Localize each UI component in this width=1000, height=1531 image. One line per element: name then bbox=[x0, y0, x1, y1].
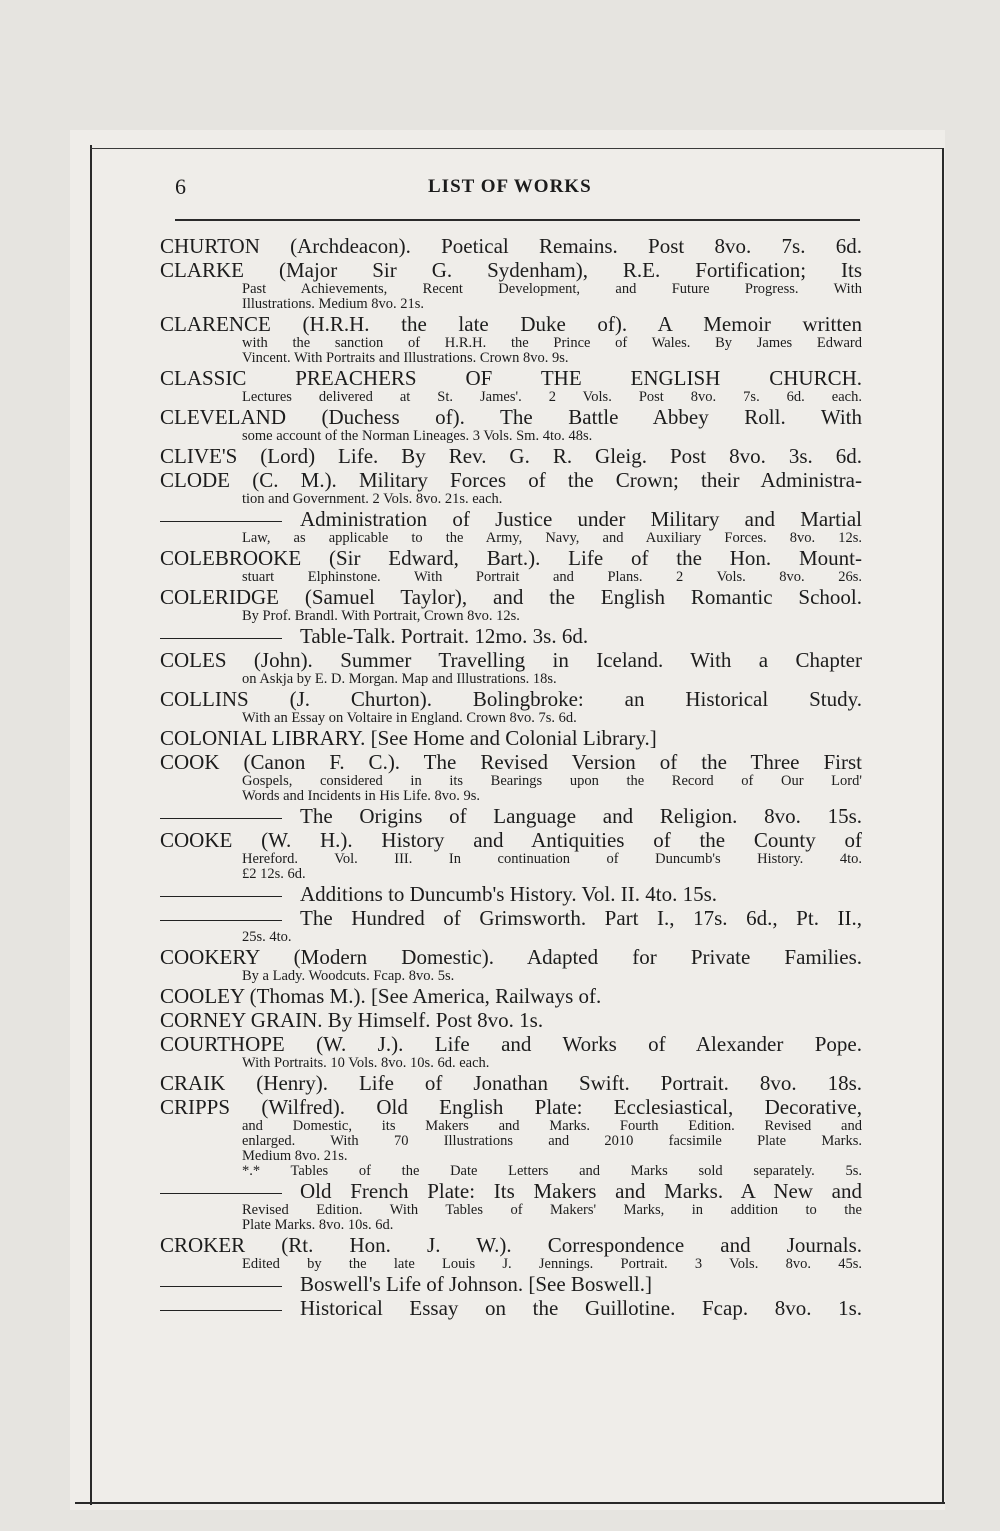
entry-heading: CLASSIC PREACHERS OF THE ENGLISH CHURCH. bbox=[160, 366, 862, 390]
page-header bbox=[175, 174, 860, 210]
ditto-dash bbox=[160, 1286, 282, 1287]
list-item bbox=[160, 507, 862, 546]
entry-heading: CRIPPS (Wilfred). Old English Plate: Ecclesiastical, Decorative, bbox=[160, 1095, 862, 1119]
list-item bbox=[160, 1032, 862, 1071]
entry-heading: CLEVELAND (Duchess of). The Battle Abbey Roll. With bbox=[160, 405, 862, 429]
entry-heading: CHURTON (Archdeacon). Poetical Remains. Post 8vo. 7s. 6d. bbox=[160, 234, 862, 258]
list-item bbox=[160, 444, 862, 468]
entry-heading: CRAIK (Henry). Life of Jonathan Swift. Portrait. 8vo. 18s. bbox=[160, 1071, 862, 1095]
list-item bbox=[160, 546, 862, 585]
entry-heading: COLLINS (J. Churton). Bolingbroke: an Historical Study. bbox=[160, 687, 862, 711]
list-item bbox=[160, 1296, 862, 1320]
list-item bbox=[160, 1179, 862, 1233]
entry-heading-text: The Hundred of Grimsworth. Part I., 17s. 6d., Pt. II., bbox=[300, 906, 862, 930]
entry-heading bbox=[160, 1296, 862, 1320]
entry-heading: CORNEY GRAIN. By Himself. Post 8vo. 1s. bbox=[160, 1008, 544, 1032]
entry-detail: Past Achievements, Recent Development, and Future Progress. With bbox=[242, 281, 862, 297]
entry-heading: CLARKE (Major Sir G. Sydenham), R.E. Fortification; Its bbox=[160, 258, 862, 282]
list-item bbox=[160, 648, 862, 687]
entry-heading-text: The Origins of Language and Religion. 8vo. 15s. bbox=[300, 804, 862, 828]
entry-detail: Illustrations. Medium 8vo. 21s. bbox=[242, 296, 425, 312]
entry-detail: tion and Government. 2 Vols. 8vo. 21s. each. bbox=[242, 491, 503, 507]
list-item bbox=[160, 312, 862, 366]
entry-detail: Plate Marks. 8vo. 10s. 6d. bbox=[242, 1217, 394, 1233]
frame-top-rule bbox=[90, 148, 942, 149]
ditto-dash bbox=[160, 896, 282, 897]
entry-heading: CLARENCE (H.R.H. the late Duke of). A Memoir written bbox=[160, 312, 862, 336]
list-item bbox=[160, 945, 862, 984]
entry-heading: COLES (John). Summer Travelling in Iceland. With a Chapter bbox=[160, 648, 862, 672]
ditto-dash bbox=[160, 1193, 282, 1194]
entry-detail: By Prof. Brandl. With Portrait, Crown 8vo. 12s. bbox=[242, 608, 520, 624]
list-item bbox=[160, 882, 862, 906]
list-item bbox=[160, 366, 862, 405]
entry-heading: COOKE (W. H.). History and Antiquities of the County of bbox=[160, 828, 862, 852]
list-item bbox=[160, 585, 862, 624]
list-item bbox=[160, 984, 862, 1008]
entry-detail: Lectures delivered at St. James'. 2 Vols. Post 8vo. 7s. 6d. each. bbox=[242, 389, 862, 405]
entry-detail: and Domestic, its Makers and Marks. Fourth Edition. Revised and bbox=[242, 1118, 862, 1134]
entry-heading: CLIVE'S (Lord) Life. By Rev. G. R. Gleig. Post 8vo. 3s. 6d. bbox=[160, 444, 862, 468]
entry-detail: *.* Tables of the Date Letters and Marks sold separately. 5s. bbox=[242, 1163, 862, 1179]
entry-heading: COURTHOPE (W. J.). Life and Works of Alexander Pope. bbox=[160, 1032, 862, 1056]
frame-bottom-rule bbox=[75, 1502, 945, 1504]
list-item bbox=[160, 1272, 862, 1296]
entry-detail: Hereford. Vol. III. In continuation of Duncumb's History. 4to. bbox=[242, 851, 862, 867]
entry-detail: enlarged. With 70 Illustrations and 2010 facsimile Plate Marks. bbox=[242, 1133, 862, 1149]
entry-heading: COLERIDGE (Samuel Taylor), and the English Romantic School. bbox=[160, 585, 862, 609]
entry-heading: COOLEY (Thomas M.). [See America, Railways of. bbox=[160, 984, 602, 1008]
entry-heading: COLEBROOKE (Sir Edward, Bart.). Life of the Hon. Mount- bbox=[160, 546, 862, 570]
ditto-dash bbox=[160, 920, 282, 921]
list-item bbox=[160, 1233, 862, 1272]
list-item bbox=[160, 750, 862, 804]
page-number: 6 bbox=[175, 174, 186, 199]
list-item bbox=[160, 804, 862, 828]
entry-heading bbox=[160, 906, 862, 930]
list-item bbox=[160, 1071, 862, 1095]
entry-heading-text: Additions to Duncumb's History. Vol. II. 4to. 15s. bbox=[300, 882, 717, 906]
entry-heading bbox=[160, 624, 862, 648]
entry-heading bbox=[160, 1272, 862, 1296]
list-item bbox=[160, 726, 862, 750]
entry-heading bbox=[160, 507, 862, 531]
list-item bbox=[160, 1095, 862, 1179]
entry-detail: with the sanction of H.R.H. the Prince of Wales. By James Edward bbox=[242, 335, 862, 351]
entry-heading-text: Historical Essay on the Guillotine. Fcap. 8vo. 1s. bbox=[300, 1296, 862, 1320]
ditto-dash bbox=[160, 521, 282, 522]
works-list bbox=[160, 232, 862, 1320]
header-rule bbox=[175, 219, 860, 221]
entry-heading: CROKER (Rt. Hon. J. W.). Correspondence and Journals. bbox=[160, 1233, 862, 1257]
entry-detail: Gospels, considered in its Bearings upon the Record of Our Lord' bbox=[242, 773, 862, 789]
list-item bbox=[160, 405, 862, 444]
entry-detail: Revised Edition. With Tables of Makers' Marks, in addition to the bbox=[242, 1202, 862, 1218]
list-item bbox=[160, 468, 862, 507]
list-item bbox=[160, 232, 862, 258]
entry-heading bbox=[160, 1179, 862, 1203]
list-item bbox=[160, 906, 862, 945]
entry-heading: COOK (Canon F. C.). The Revised Version of the Three First bbox=[160, 750, 862, 774]
entry-detail: £2 12s. 6d. bbox=[242, 866, 306, 882]
entry-heading bbox=[160, 882, 862, 906]
list-item bbox=[160, 1008, 862, 1032]
entry-detail: With Portraits. 10 Vols. 8vo. 10s. 6d. each. bbox=[242, 1055, 490, 1071]
frame-right-rule bbox=[942, 148, 944, 1503]
entry-heading-text: Old French Plate: Its Makers and Marks. A New and bbox=[300, 1179, 862, 1203]
ditto-dash bbox=[160, 818, 282, 819]
entry-detail: some account of the Norman Lineages. 3 Vols. Sm. 4to. 48s. bbox=[242, 428, 593, 444]
running-title: LIST OF WORKS bbox=[428, 176, 592, 197]
entry-detail: stuart Elphinstone. With Portrait and Plans. 2 Vols. 8vo. 26s. bbox=[242, 569, 862, 585]
entry-detail: With an Essay on Voltaire in England. Crown 8vo. 7s. 6d. bbox=[242, 710, 577, 726]
list-item bbox=[160, 624, 862, 648]
ditto-dash bbox=[160, 1310, 282, 1311]
ditto-dash bbox=[160, 638, 282, 639]
entry-heading-text: Administration of Justice under Military and Martial bbox=[300, 507, 862, 531]
entry-detail: Vincent. With Portraits and Illustrations. Crown 8vo. 9s. bbox=[242, 350, 569, 366]
entry-heading-text: Table-Talk. Portrait. 12mo. 3s. 6d. bbox=[300, 624, 589, 648]
entry-heading: COOKERY (Modern Domestic). Adapted for Private Families. bbox=[160, 945, 862, 969]
frame-left-rule bbox=[90, 145, 92, 1505]
entry-heading bbox=[160, 804, 862, 828]
entry-heading: COLONIAL LIBRARY. [See Home and Colonial Library.] bbox=[160, 726, 657, 750]
list-item bbox=[160, 687, 862, 726]
entry-detail: Words and Incidents in His Life. 8vo. 9s. bbox=[242, 788, 481, 804]
list-item bbox=[160, 258, 862, 312]
entry-detail: 25s. 4to. bbox=[242, 929, 292, 945]
entry-detail: on Askja by E. D. Morgan. Map and Illustrations. 18s. bbox=[242, 671, 557, 687]
entry-detail: Edited by the late Louis J. Jennings. Portrait. 3 Vols. 8vo. 45s. bbox=[242, 1256, 862, 1272]
entry-detail: By a Lady. Woodcuts. Fcap. 8vo. 5s. bbox=[242, 968, 455, 984]
entry-detail: Medium 8vo. 21s. bbox=[242, 1148, 348, 1164]
entry-heading-text: Boswell's Life of Johnson. [See Boswell.] bbox=[300, 1272, 652, 1296]
entry-heading: CLODE (C. M.). Military Forces of the Crown; their Administra- bbox=[160, 468, 862, 492]
entry-detail: Law, as applicable to the Army, Navy, and Auxiliary Forces. 8vo. 12s. bbox=[242, 530, 862, 546]
list-item bbox=[160, 828, 862, 882]
